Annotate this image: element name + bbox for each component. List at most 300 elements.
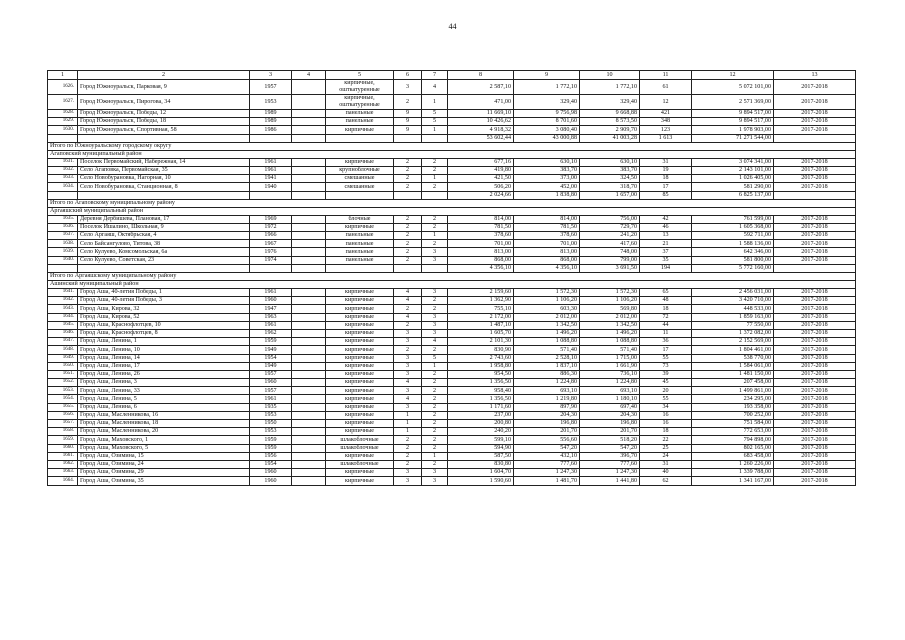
table-cell: 2017-2018: [774, 379, 856, 387]
table-row: [48, 411, 856, 419]
table-cell: [292, 223, 326, 231]
table-cell: 2017-2018: [774, 460, 856, 468]
table-row: [48, 420, 856, 428]
table-cell: 1 481 150,00: [692, 370, 774, 378]
table-cell: 2: [422, 297, 448, 305]
table-row: [48, 436, 856, 444]
table-cell: 1954: [250, 460, 292, 468]
table-cell: 1961: [250, 289, 292, 297]
table-cell: [292, 346, 326, 354]
table-cell: Город Аша, Ленина, 33: [78, 387, 250, 395]
table-cell: 1 837,10: [514, 362, 580, 370]
page-number: 44: [448, 22, 457, 31]
table-cell: 1935: [250, 403, 292, 411]
table-cell: 2: [422, 387, 448, 395]
table-row: [48, 305, 856, 313]
table-cell: 813,00: [514, 248, 580, 256]
table-cell: 452,00: [514, 183, 580, 191]
table-cell: [292, 362, 326, 370]
table-cell: 1633.: [48, 175, 78, 183]
table-row: [48, 297, 856, 305]
table-cell: [78, 134, 250, 142]
table-cell: Село Кулуево, Комсомольская, 6а: [78, 248, 250, 256]
table-cell: [48, 134, 78, 142]
table-cell: 802 165,00: [692, 444, 774, 452]
table-cell: 1628.: [48, 110, 78, 118]
table-cell: 16: [640, 420, 692, 428]
table-cell: 599,10: [448, 436, 514, 444]
table-cell: шлакоблочные: [326, 444, 394, 452]
table-cell: [292, 452, 326, 460]
table-cell: 1 180,10: [580, 395, 640, 403]
table-cell: 241,20: [580, 232, 640, 240]
table-cell: Город Южноуральск, Пирогова, 34: [78, 95, 250, 110]
table-cell: 3: [422, 313, 448, 321]
table-row: [48, 80, 856, 95]
table-cell: 1 356,50: [448, 379, 514, 387]
table-cell: Город Южноуральск, Победы, 12: [78, 110, 250, 118]
table-cell: 736,10: [580, 370, 640, 378]
section-row: [48, 273, 856, 281]
table-cell: 73: [640, 362, 692, 370]
table-cell: 373,00: [514, 175, 580, 183]
table-cell: 781,50: [448, 223, 514, 231]
table-cell: [292, 469, 326, 477]
table-cell: 1 572,30: [580, 289, 640, 297]
table-cell: Город Южноуральск, Победы, 18: [78, 118, 250, 126]
table-cell: 1 088,80: [580, 338, 640, 346]
table-cell: 1 106,20: [514, 297, 580, 305]
table-cell: 4 356,10: [448, 264, 514, 272]
table-cell: 1 339 788,00: [692, 469, 774, 477]
header-cell: 1: [48, 71, 78, 80]
header-cell: 7: [422, 71, 448, 80]
table-cell: Город Аша, Озимина, 35: [78, 477, 250, 485]
table-cell: 772 653,00: [692, 428, 774, 436]
table-cell: 1660.: [48, 444, 78, 452]
table-cell: 2: [394, 183, 422, 191]
table-cell: 2: [394, 95, 422, 110]
table-cell: 2: [422, 158, 448, 166]
table-cell: шлакоблочные: [326, 460, 394, 468]
table-row: [48, 370, 856, 378]
table-row: [48, 354, 856, 362]
table-cell: 1 572,30: [514, 289, 580, 297]
table-cell: 10 426,62: [448, 118, 514, 126]
table-cell: [78, 264, 250, 272]
table-cell: панельные: [326, 118, 394, 126]
table-cell: 756,00: [580, 215, 640, 223]
table-cell: 1644.: [48, 313, 78, 321]
table-cell: 471,00: [448, 95, 514, 110]
table-cell: 13: [640, 232, 692, 240]
table-cell: кирпичные, ошткатуренные: [326, 80, 394, 95]
table-row: [48, 232, 856, 240]
table-cell: 1974: [250, 256, 292, 264]
table-row: [48, 215, 856, 223]
table-cell: 62: [640, 477, 692, 485]
table-cell: 3 420 710,00: [692, 297, 774, 305]
table-cell: 1 342,50: [580, 321, 640, 329]
table-cell: 1963: [250, 313, 292, 321]
table-cell: 1635.: [48, 215, 78, 223]
table-cell: 2: [422, 403, 448, 411]
table-cell: [292, 444, 326, 452]
table-cell: 16: [640, 411, 692, 419]
table-cell: 3: [422, 248, 448, 256]
table-cell: 1 224,80: [580, 379, 640, 387]
table-cell: 1 772,10: [580, 80, 640, 95]
table-cell: 1: [422, 126, 448, 134]
table-cell: 3 074 341,00: [692, 158, 774, 166]
table-cell: 1967: [250, 240, 292, 248]
table-cell: кирпичные: [326, 346, 394, 354]
table-cell: 2017-2018: [774, 370, 856, 378]
table-cell: 2: [422, 460, 448, 468]
table-cell: 2017-2018: [774, 395, 856, 403]
table-cell: Город Аша, Краснофлотцев, 8: [78, 329, 250, 337]
table-cell: [292, 175, 326, 183]
table-cell: 318,70: [580, 183, 640, 191]
table-cell: 448 533,00: [692, 305, 774, 313]
table-cell: 1961: [250, 321, 292, 329]
table-cell: 35: [640, 256, 692, 264]
table-cell: 383,70: [514, 166, 580, 174]
table-cell: 2: [422, 240, 448, 248]
table-cell: панельные: [326, 248, 394, 256]
table-cell: 1 838,80: [514, 191, 580, 199]
table-cell: 200,80: [448, 420, 514, 428]
table-cell: 39: [640, 370, 692, 378]
table-cell: 2017-2018: [774, 175, 856, 183]
table-cell: 2017-2018: [774, 223, 856, 231]
table-row: [48, 395, 856, 403]
table-cell: 4 356,10: [514, 264, 580, 272]
table-cell: кирпичные: [326, 362, 394, 370]
header-cell: 8: [448, 71, 514, 80]
table-cell: 3: [394, 362, 422, 370]
table-cell: 2: [422, 428, 448, 436]
table-cell: 3: [394, 80, 422, 95]
table-cell: 1 247,30: [580, 469, 640, 477]
table-cell: 1: [422, 95, 448, 110]
table-cell: 3: [394, 387, 422, 395]
table-cell: 1649.: [48, 354, 78, 362]
table-cell: 1: [394, 428, 422, 436]
table-cell: 587,50: [448, 452, 514, 460]
table-cell: Город Аша, Ленина, 3: [78, 379, 250, 387]
table-cell: 1953: [250, 411, 292, 419]
table-cell: 4: [394, 395, 422, 403]
table-cell: 1986: [250, 126, 292, 134]
table-cell: [292, 191, 326, 199]
table-cell: [292, 477, 326, 485]
table-cell: 2: [394, 346, 422, 354]
table-cell: Город Аша, Кирова, 52: [78, 313, 250, 321]
header-cell: 6: [394, 71, 422, 80]
section-row: [48, 150, 856, 158]
table-cell: 581 290,00: [692, 183, 774, 191]
header-cell: 5: [326, 71, 394, 80]
table-cell: 196,80: [580, 420, 640, 428]
table-cell: Город Аша, Ленина, 10: [78, 346, 250, 354]
table-cell: 5: [422, 354, 448, 362]
table-cell: Город Аша, Краснофлотцев, 10: [78, 321, 250, 329]
table-cell: 868,00: [448, 256, 514, 264]
table-cell: 46: [640, 223, 692, 231]
table-cell: [292, 289, 326, 297]
table-cell: 19: [640, 166, 692, 174]
table-cell: 2 143 101,00: [692, 166, 774, 174]
table-cell: 4: [394, 297, 422, 305]
table-cell: 1 859 163,00: [692, 313, 774, 321]
table-cell: 761 599,00: [692, 215, 774, 223]
table-cell: 42: [640, 215, 692, 223]
table-cell: 2: [422, 215, 448, 223]
table-cell: кирпичные, ошткатуренные: [326, 95, 394, 110]
table-cell: [292, 118, 326, 126]
table-cell: 1 590,60: [448, 477, 514, 485]
table-cell: Поселок Ишалино, Школьная, 9: [78, 223, 250, 231]
table-cell: 36: [640, 338, 692, 346]
table-cell: 5 772 160,00: [692, 264, 774, 272]
table-cell: 71 271 544,00: [692, 134, 774, 142]
table-cell: 1 978 903,00: [692, 126, 774, 134]
table-cell: 329,40: [580, 95, 640, 110]
table-cell: [292, 240, 326, 248]
table-cell: 683 458,00: [692, 452, 774, 460]
table-cell: 1640.: [48, 256, 78, 264]
table-cell: [78, 191, 250, 199]
table-cell: 2: [394, 232, 422, 240]
table-cell: 2 571 369,00: [692, 95, 774, 110]
table-cell: 697,40: [580, 403, 640, 411]
table-cell: 22: [640, 436, 692, 444]
table-row: [48, 362, 856, 370]
table-cell: 868,00: [514, 256, 580, 264]
table-cell: 37: [640, 248, 692, 256]
table-cell: 1 613: [640, 134, 692, 142]
table-cell: 677,16: [448, 158, 514, 166]
table-cell: 207 458,00: [692, 379, 774, 387]
table-cell: 897,90: [514, 403, 580, 411]
table-cell: [292, 183, 326, 191]
table-cell: 204,30: [514, 411, 580, 419]
table-cell: 1 260 226,00: [692, 460, 774, 468]
table-cell: кирпичные: [326, 354, 394, 362]
table-cell: 201,70: [580, 428, 640, 436]
table-cell: 9 756,98: [514, 110, 580, 118]
table-cell: 1627.: [48, 95, 78, 110]
table-body: [48, 71, 856, 486]
table-row: [48, 240, 856, 248]
table-cell: 2017-2018: [774, 110, 856, 118]
table-cell: [292, 428, 326, 436]
header-cell: 3: [250, 71, 292, 80]
table-cell: 53 602,44: [448, 134, 514, 142]
table-cell: 1969: [250, 215, 292, 223]
table-cell: 2: [422, 411, 448, 419]
table-cell: 2 909,70: [580, 126, 640, 134]
table-cell: 1 224,80: [514, 379, 580, 387]
table-cell: 5: [422, 118, 448, 126]
table-cell: 814,00: [514, 215, 580, 223]
table-cell: кирпичные: [326, 452, 394, 460]
table-cell: Город Аша, Масленникова, 20: [78, 428, 250, 436]
table-cell: 329,40: [514, 95, 580, 110]
table-cell: 2 172,00: [448, 313, 514, 321]
table-cell: [292, 80, 326, 95]
table-cell: 2017-2018: [774, 338, 856, 346]
header-cell: 11: [640, 71, 692, 80]
table-cell: 777,60: [580, 460, 640, 468]
table-cell: 85: [640, 191, 692, 199]
table-cell: [326, 191, 394, 199]
table-cell: [292, 411, 326, 419]
table-cell: 193 358,00: [692, 403, 774, 411]
table-row: [48, 110, 856, 118]
table-cell: 3: [394, 338, 422, 346]
table-cell: 1 342,50: [514, 321, 580, 329]
table-cell: 1 605 368,00: [692, 223, 774, 231]
table-cell: 4: [422, 338, 448, 346]
table-cell: 1 588 136,00: [692, 240, 774, 248]
table-cell: Город Аша, Масленникова, 16: [78, 411, 250, 419]
table-cell: 1950: [250, 420, 292, 428]
table-cell: 781,50: [514, 223, 580, 231]
table-cell: панельные: [326, 110, 394, 118]
table-cell: 17: [640, 346, 692, 354]
table-row: [48, 338, 856, 346]
table-cell: [250, 134, 292, 142]
table-cell: 1959: [250, 444, 292, 452]
table-cell: 9 894 517,00: [692, 110, 774, 118]
table-cell: 1 441,80: [580, 477, 640, 485]
total-row: [48, 264, 856, 272]
table-cell: 45: [640, 379, 692, 387]
table-cell: 813,00: [448, 248, 514, 256]
table-cell: 1972: [250, 223, 292, 231]
table-cell: 378,60: [514, 232, 580, 240]
header-cell: 9: [514, 71, 580, 80]
table-cell: [292, 338, 326, 346]
table-cell: 196,80: [514, 420, 580, 428]
table-cell: блочные: [326, 215, 394, 223]
table-cell: 2017-2018: [774, 232, 856, 240]
table-cell: 814,00: [448, 215, 514, 223]
table-cell: 547,20: [514, 444, 580, 452]
table-cell: 348: [640, 118, 692, 126]
table-cell: кирпичные: [326, 223, 394, 231]
header-row: [48, 71, 856, 80]
table-cell: 2: [394, 240, 422, 248]
table-cell: 1642.: [48, 297, 78, 305]
table-cell: 1989: [250, 110, 292, 118]
table-cell: 1 481,70: [514, 477, 580, 485]
table-cell: 2: [394, 436, 422, 444]
table-cell: 3: [394, 403, 422, 411]
header-cell: 10: [580, 71, 640, 80]
table-row: [48, 428, 856, 436]
table-row: [48, 452, 856, 460]
table-cell: 2 456 031,00: [692, 289, 774, 297]
table-cell: [292, 354, 326, 362]
table-cell: 569,80: [580, 305, 640, 313]
table-cell: 1637.: [48, 232, 78, 240]
table-cell: 1654.: [48, 395, 78, 403]
table-cell: 2017-2018: [774, 403, 856, 411]
table-cell: 518,20: [580, 436, 640, 444]
header-cell: 4: [292, 71, 326, 80]
table-cell: 2017-2018: [774, 444, 856, 452]
table-cell: [292, 297, 326, 305]
table-cell: [292, 305, 326, 313]
table-cell: [48, 264, 78, 272]
table-cell: 1 247,30: [514, 469, 580, 477]
table-cell: 799,00: [580, 256, 640, 264]
table-cell: кирпичные: [326, 126, 394, 134]
table-cell: 701,00: [514, 240, 580, 248]
table-cell: 1658.: [48, 428, 78, 436]
table-cell: 1956: [250, 452, 292, 460]
table-cell: [292, 387, 326, 395]
table-cell: [292, 232, 326, 240]
table-cell: 3 691,50: [580, 264, 640, 272]
table-cell: 2017-2018: [774, 248, 856, 256]
table-cell: [250, 191, 292, 199]
table-cell: 2: [394, 175, 422, 183]
table-cell: 830,80: [448, 460, 514, 468]
table-cell: 3 080,40: [514, 126, 580, 134]
table-row: [48, 321, 856, 329]
table-cell: [292, 379, 326, 387]
table-cell: 2017-2018: [774, 256, 856, 264]
table-cell: 1953: [250, 428, 292, 436]
table-cell: 1960: [250, 469, 292, 477]
table-cell: 20: [640, 387, 692, 395]
table-cell: [292, 395, 326, 403]
table-cell: Город Южноуральск, Спортивная, 58: [78, 126, 250, 134]
table-cell: 2 024,66: [448, 191, 514, 199]
table-cell: 729,70: [580, 223, 640, 231]
table-cell: 1949: [250, 346, 292, 354]
table-cell: 9: [394, 118, 422, 126]
table-cell: 417,60: [580, 240, 640, 248]
table-cell: 24: [640, 452, 692, 460]
table-cell: 48: [640, 297, 692, 305]
table-cell: кирпичные: [326, 370, 394, 378]
table-cell: 18: [640, 175, 692, 183]
table-cell: [292, 166, 326, 174]
table-cell: [422, 134, 448, 142]
table-cell: [422, 191, 448, 199]
table-cell: [292, 264, 326, 272]
table-cell: 1643.: [48, 305, 78, 313]
table-cell: Село Байсангулово, Титова, 38: [78, 240, 250, 248]
table-row: [48, 313, 856, 321]
table-cell: 43 000,88: [514, 134, 580, 142]
table-cell: 17: [640, 183, 692, 191]
table-cell: Город Аша, Кирова, 32: [78, 305, 250, 313]
table-cell: 55: [640, 354, 692, 362]
table-cell: 31: [640, 460, 692, 468]
table-cell: 3: [394, 477, 422, 485]
table-cell: 383,70: [580, 166, 640, 174]
table-cell: 11 669,10: [448, 110, 514, 118]
section-title: Итого по Аргаяшскому муниципальному району: [48, 273, 856, 281]
table-cell: 1: [422, 362, 448, 370]
table-cell: [250, 264, 292, 272]
